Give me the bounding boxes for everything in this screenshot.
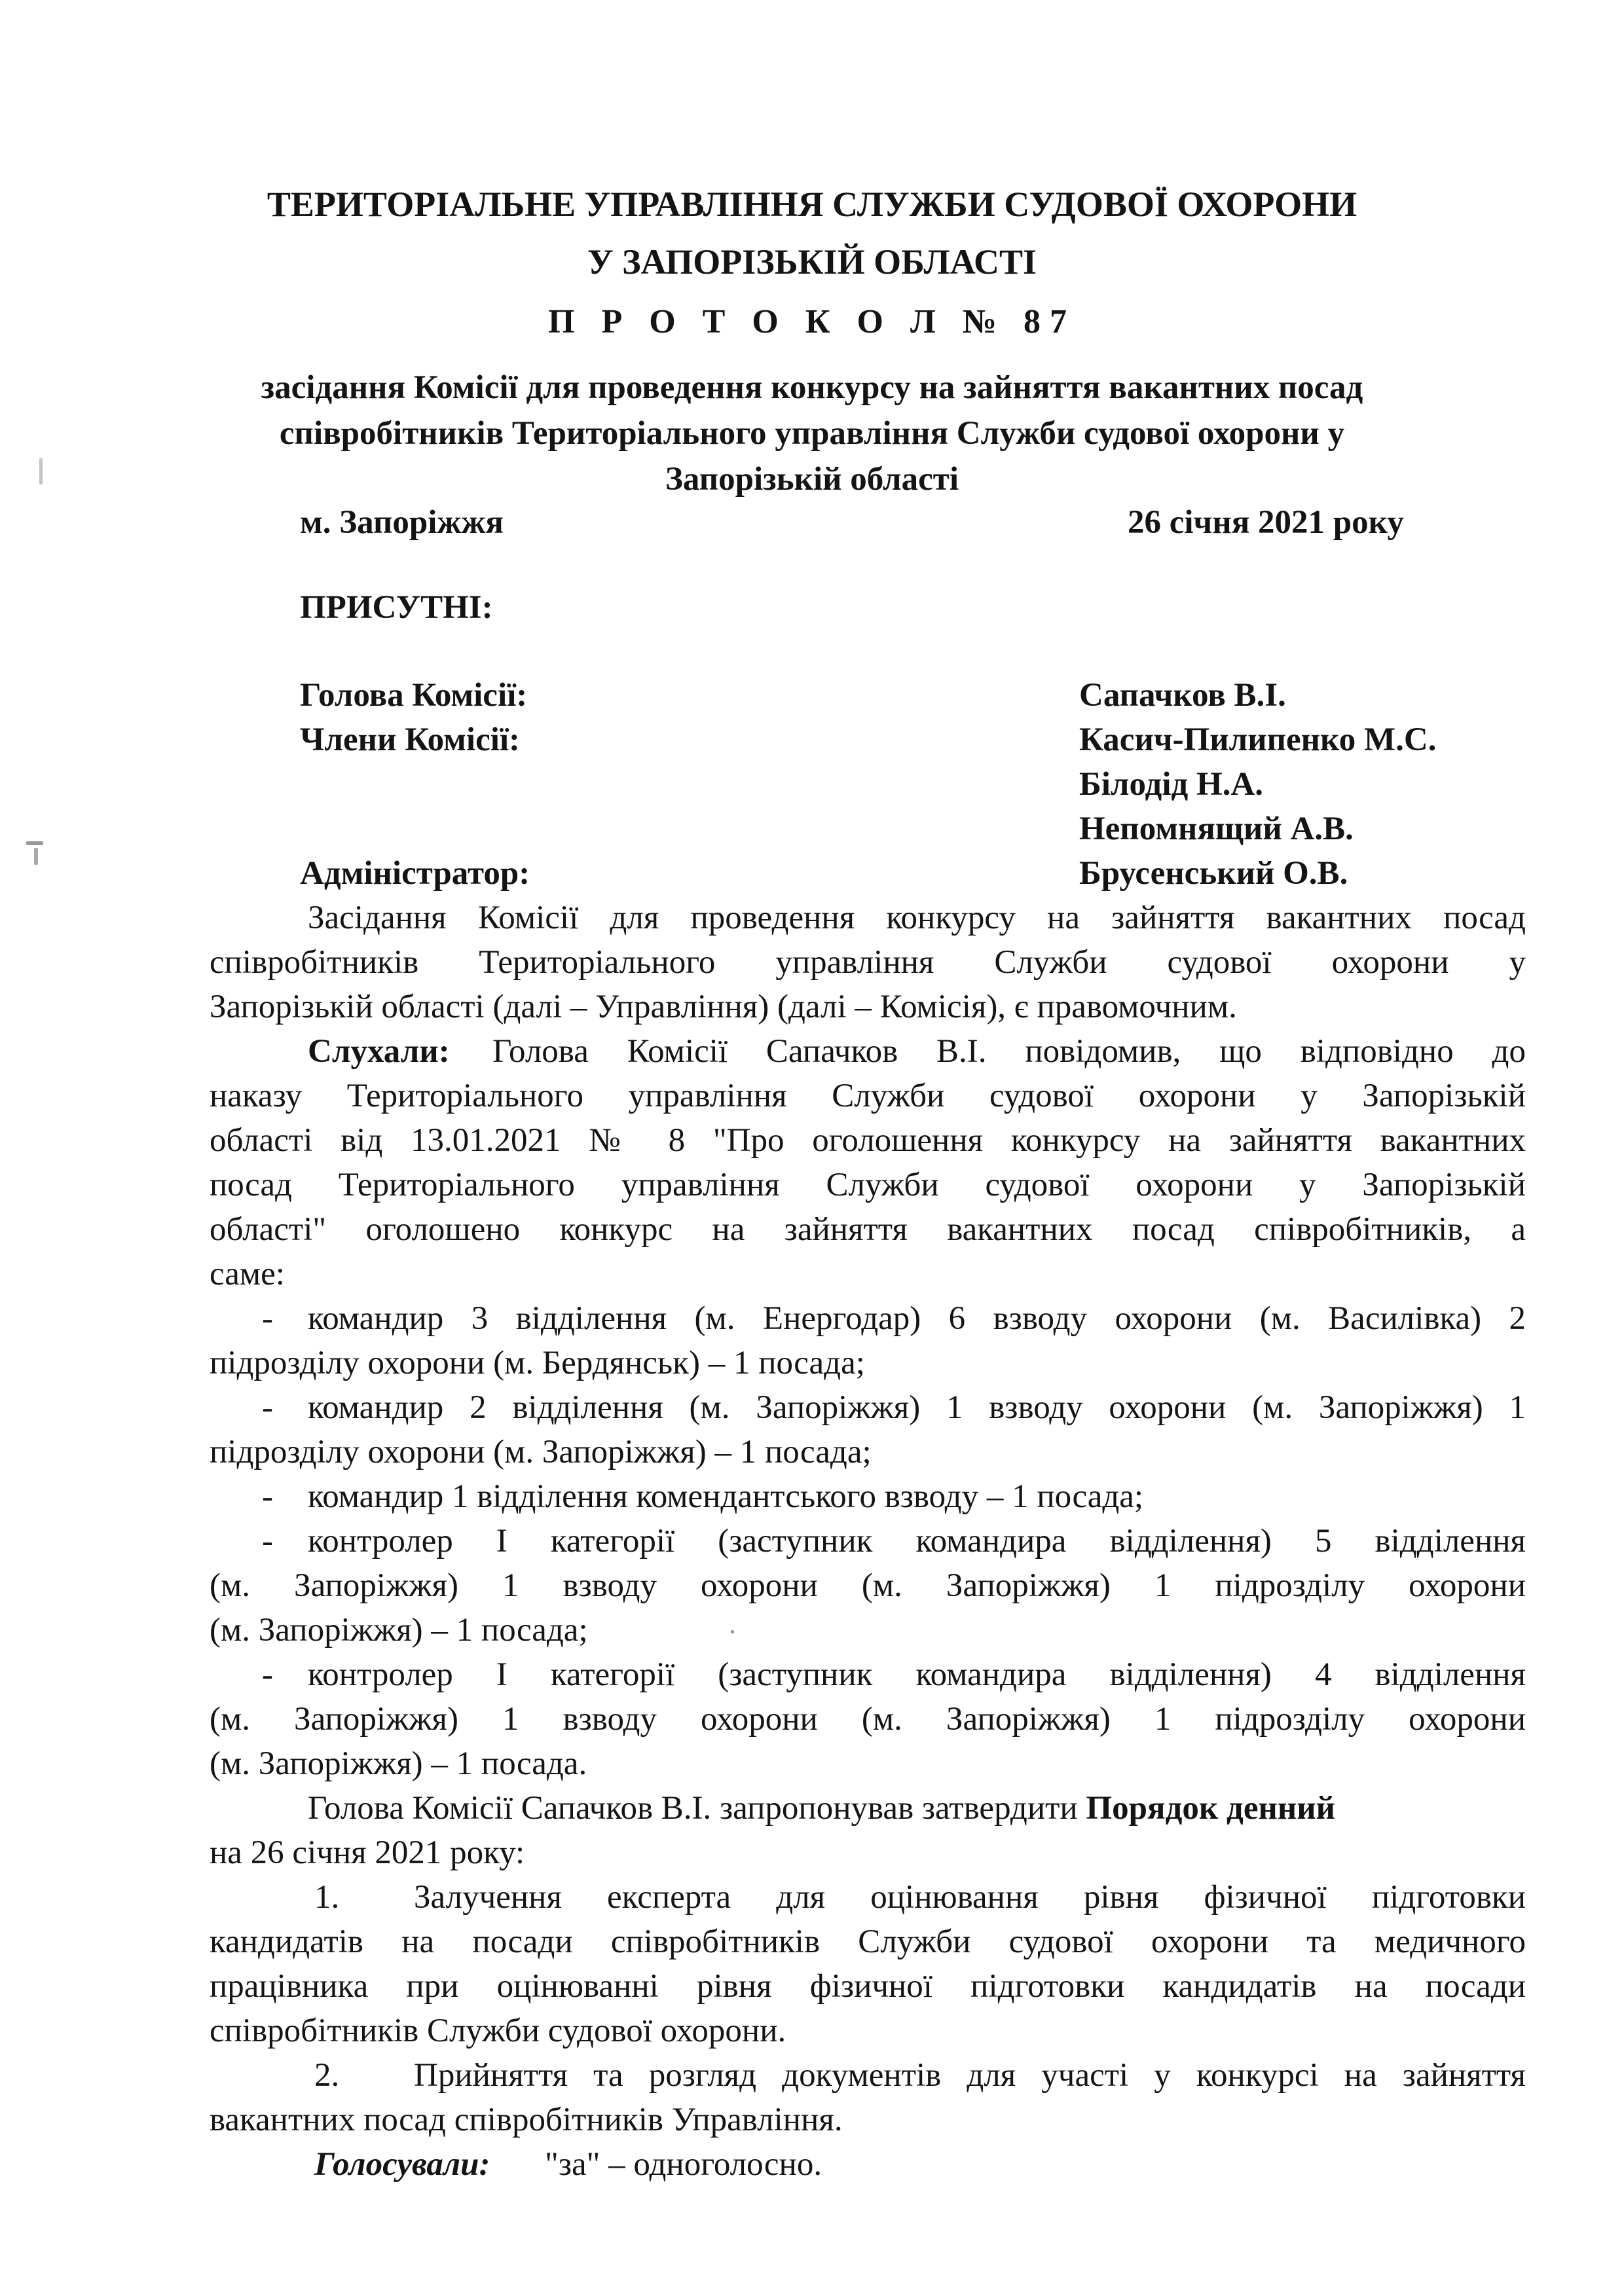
heard-text: Голова Комісії Сапачков В.І. повідомив, що відповідно до bbox=[492, 1033, 1526, 1070]
agenda-text: Залучення експерта для оцінювання рівня фізичної підготовки bbox=[414, 1879, 1526, 1916]
heard-text: області" оголошено конкурс на зайняття вакантних посад співробітників, а bbox=[210, 1211, 1526, 1248]
subtitle-line1: засідання Комісії для проведення конкурсу на зайняття вакантних посад bbox=[261, 369, 1363, 406]
position-text: (м. Запоріжжя) – 1 посада; bbox=[210, 1612, 588, 1649]
quorum-text: Запорізькій області (далі – Управління) (далі – Комісія), є правомочним. bbox=[210, 989, 1237, 1025]
agenda-title: Порядок денний bbox=[1086, 1790, 1336, 1827]
org-name-line1: ТЕРИТОРІАЛЬНЕ УПРАВЛІННЯ СЛУЖБИ СУДОВОЇ ОХОРОНИ bbox=[267, 185, 1357, 224]
agenda-text: вакантних посад співробітників Управління. bbox=[210, 2102, 843, 2138]
document-title: П Р О Т О К О Л № 87 bbox=[548, 303, 1076, 340]
scan-mark bbox=[39, 458, 43, 484]
position-text: контролер І категорії (заступник командира відділення) 4 відділення bbox=[308, 1656, 1526, 1693]
chair-name: Сапачков В.І. bbox=[1079, 677, 1286, 714]
admin-label: Адміністратор: bbox=[300, 855, 530, 892]
member-name: Касич-Пилипенко М.С. bbox=[1079, 721, 1437, 758]
members-label: Члени Комісії: bbox=[300, 721, 521, 758]
attendance-heading: ПРИСУТНІ: bbox=[300, 589, 493, 626]
position-text: командир 1 відділення комендантського взводу – 1 посада; bbox=[308, 1478, 1144, 1515]
list-dash: - bbox=[262, 1389, 273, 1426]
agenda-number: 2. bbox=[314, 2057, 340, 2094]
admin-name: Брусенський О.В. bbox=[1079, 855, 1348, 892]
list-dash: - bbox=[262, 1656, 273, 1693]
agenda-intro-text: Голова Комісії Сапачков В.І. запропонував затвердити bbox=[308, 1790, 1078, 1827]
heard-label: Слухали: bbox=[308, 1033, 450, 1070]
heard-text: саме: bbox=[210, 1256, 285, 1292]
agenda-text: Прийняття та розгляд документів для участі у конкурсі на зайняття bbox=[414, 2057, 1526, 2094]
list-dash: - bbox=[262, 1523, 273, 1559]
chair-label: Голова Комісії: bbox=[300, 677, 528, 714]
position-text: підрозділу охорони (м. Бердянськ) – 1 посада; bbox=[210, 1345, 865, 1381]
agenda-text: кандидатів на посади співробітників Служби судової охорони та медичного bbox=[210, 1923, 1526, 1960]
heard-text: посад Територіального управління Служби судової охорони у Запорізькій bbox=[210, 1167, 1526, 1203]
position-text: контролер І категорії (заступник командира відділення) 5 відділення bbox=[308, 1523, 1526, 1559]
position-text: (м. Запоріжжя) – 1 посада. bbox=[210, 1745, 587, 1782]
vote-label: Голосували: bbox=[314, 2146, 490, 2183]
agenda-number: 1. bbox=[314, 1879, 340, 1916]
position-text: підрозділу охорони (м. Запоріжжя) – 1 посада; bbox=[210, 1434, 872, 1470]
scan-mark bbox=[34, 848, 38, 865]
scan-mark bbox=[26, 841, 43, 845]
list-dash: - bbox=[262, 1478, 273, 1515]
subtitle-line2: співробітників Територіального управління Служби судової охорони у bbox=[279, 415, 1345, 452]
agenda-intro-text: на 26 січня 2021 року: bbox=[210, 1834, 525, 1871]
agenda-intro bbox=[308, 1789, 1335, 1828]
position-text: (м. Запоріжжя) 1 взводу охорони (м. Запоріжжя) 1 підрозділу охорони bbox=[210, 1701, 1526, 1738]
heard-text: області від 13.01.2021 № 8 "Про оголошення конкурсу на зайняття вакантних bbox=[210, 1122, 1526, 1159]
quorum-text: співробітників Територіального управління Служби судової охорони у bbox=[210, 944, 1526, 981]
member-name: Білодід Н.А. bbox=[1079, 766, 1264, 803]
vote-result: "за" – одноголосно. bbox=[545, 2146, 822, 2183]
position-text: командир 3 відділення (м. Енергодар) 6 взводу охорони (м. Василівка) 2 bbox=[308, 1300, 1526, 1337]
org-name-line2: У ЗАПОРІЗЬКІЙ ОБЛАСТІ bbox=[587, 242, 1037, 282]
position-text: (м. Запоріжжя) 1 взводу охорони (м. Запоріжжя) 1 підрозділу охорони bbox=[210, 1567, 1526, 1604]
city: м. Запоріжжя bbox=[300, 504, 504, 541]
list-dash: - bbox=[262, 1300, 273, 1337]
scan-mark bbox=[731, 1630, 734, 1633]
heard-text: наказу Територіального управління Служби судової охорони у Запорізькій bbox=[210, 1078, 1526, 1114]
date: 26 січня 2021 року bbox=[1128, 504, 1404, 541]
quorum-text: Засідання Комісії для проведення конкурсу на зайняття вакантних посад bbox=[308, 900, 1526, 936]
agenda-text: працівника при оцінюванні рівня фізичної підготовки кандидатів на посади bbox=[210, 1968, 1526, 2005]
position-text: командир 2 відділення (м. Запоріжжя) 1 взводу охорони (м. Запоріжжя) 1 bbox=[308, 1389, 1526, 1426]
member-name: Непомнящий А.В. bbox=[1079, 811, 1354, 847]
subtitle-line3: Запорізькій області bbox=[665, 461, 959, 498]
agenda-text: співробітників Служби судової охорони. bbox=[210, 2013, 786, 2049]
